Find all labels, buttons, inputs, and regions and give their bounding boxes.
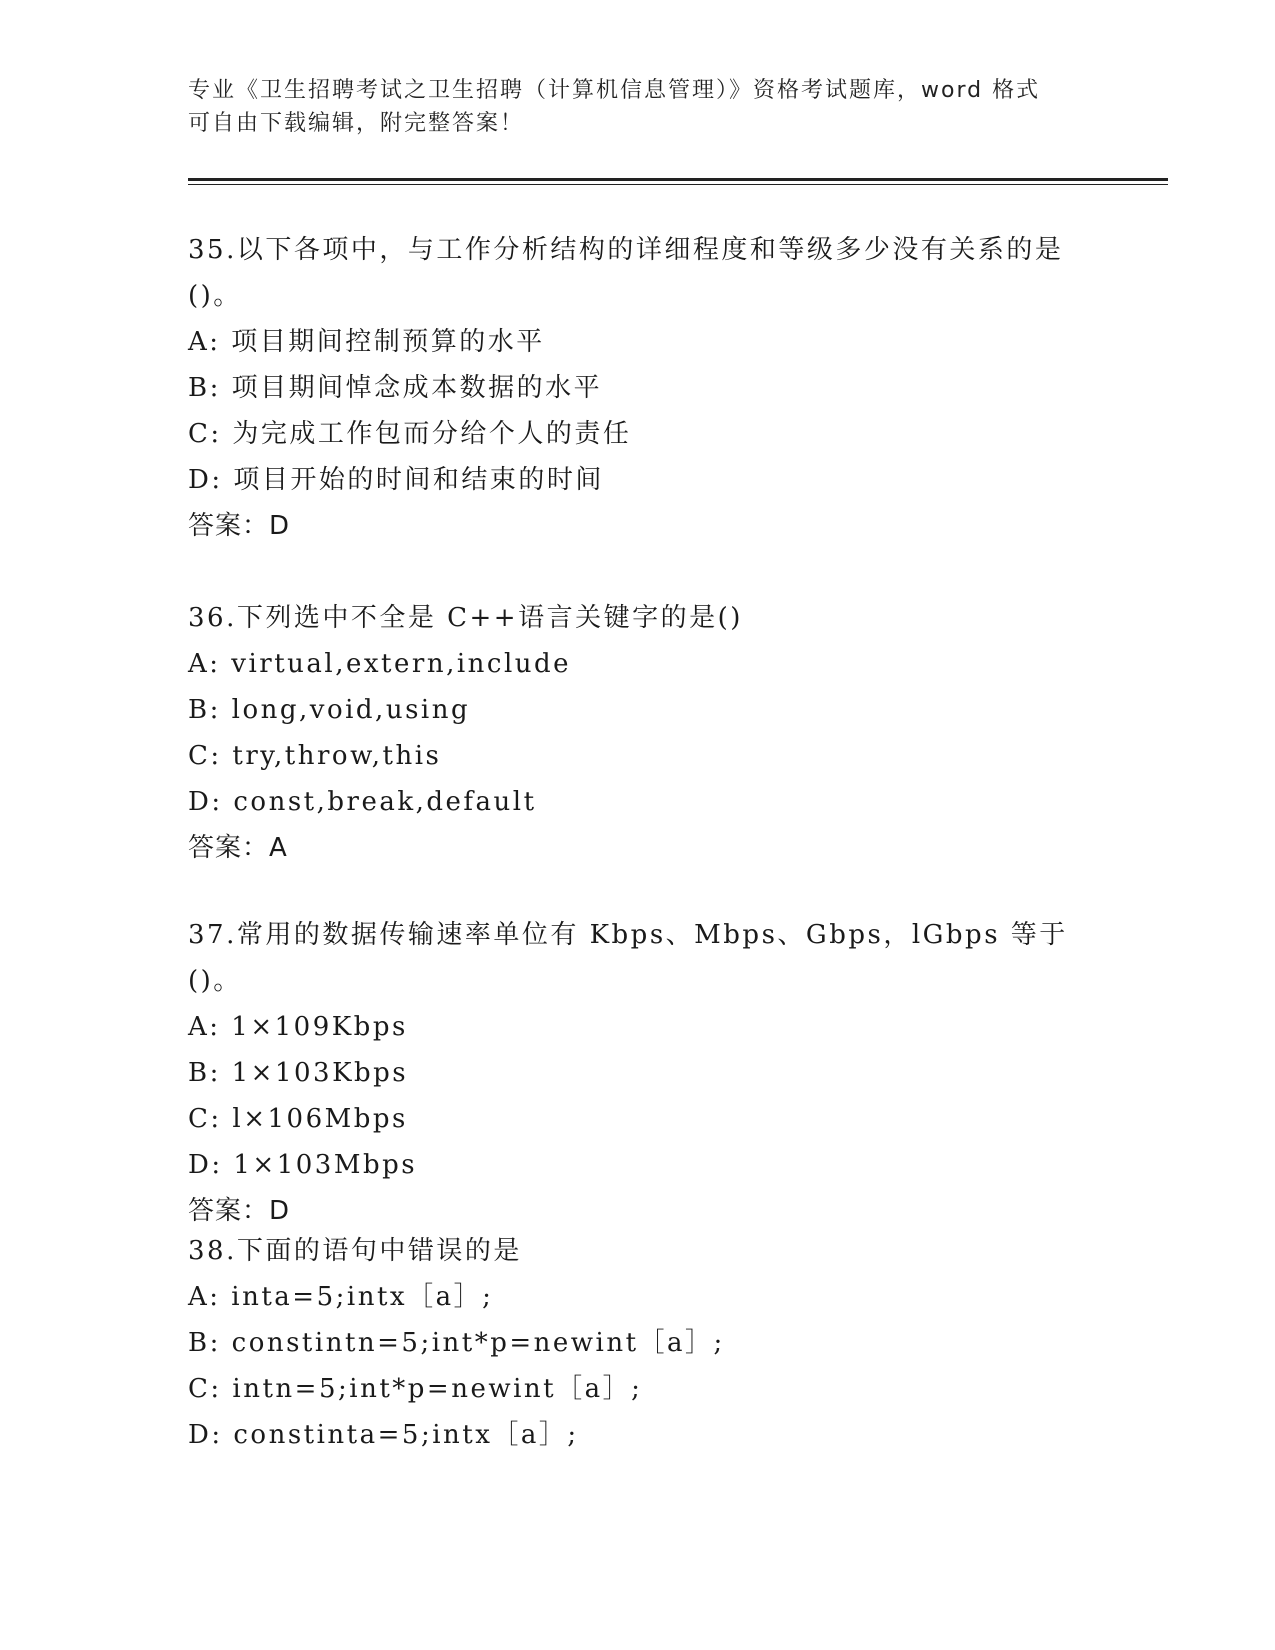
option-a: A: 1×109Kbps [188, 1012, 408, 1042]
question-38 [188, 1228, 1088, 1458]
option-d: D: 1×103Mbps [188, 1150, 418, 1180]
option-c: C: 为完成工作包而分给个人的责任 [188, 419, 632, 449]
document-header [188, 74, 1068, 140]
question-37 [188, 912, 1088, 1234]
question-stem: 36.下列选中不全是 C++语言关键字的是() [188, 603, 743, 633]
question-stem-continued: ()。 [188, 281, 242, 311]
option-a: A: 项目期间控制预算的水平 [188, 327, 545, 357]
option-d: D: const,break,default [188, 787, 537, 817]
header-divider-thin [188, 184, 1168, 185]
question-36 [188, 595, 1088, 871]
question-stem: 38.下面的语句中错误的是 [188, 1236, 522, 1266]
question-stem: 35.以下各项中，与工作分析结构的详细程度和等级多少没有关系的是 [188, 235, 1064, 265]
option-d: D: constinta=5;intx［a］; [188, 1420, 579, 1450]
option-b: B: constintn=5;int*p=newint［a］; [188, 1328, 725, 1358]
answer: 答案：A [188, 833, 288, 863]
answer: 答案：D [188, 511, 291, 541]
option-b: B: long,void,using [188, 695, 471, 725]
answer: 答案：D [188, 1196, 291, 1226]
option-c: C: try,throw,this [188, 741, 442, 771]
option-c: C: l×106Mbps [188, 1104, 408, 1134]
header-line-2: 可自由下载编辑，附完整答案！ [188, 111, 525, 136]
option-c: C: intn=5;int*p=newint［a］; [188, 1374, 643, 1404]
option-d: D: 项目开始的时间和结束的时间 [188, 465, 604, 495]
question-stem: 37.常用的数据传输速率单位有 Kbps、Mbps、Gbps，lGbps 等于()。 [188, 920, 1068, 996]
option-b: B: 1×103Kbps [188, 1058, 409, 1088]
option-a: A: virtual,extern,include [188, 649, 572, 679]
header-line-1: 专业《卫生招聘考试之卫生招聘（计算机信息管理）》资格考试题库，word 格式 [188, 78, 1041, 103]
header-divider-thick [188, 178, 1168, 181]
question-35 [188, 227, 1088, 549]
option-b: B: 项目期间悼念成本数据的水平 [188, 373, 603, 403]
option-a: A: inta=5;intx［a］; [188, 1282, 494, 1312]
